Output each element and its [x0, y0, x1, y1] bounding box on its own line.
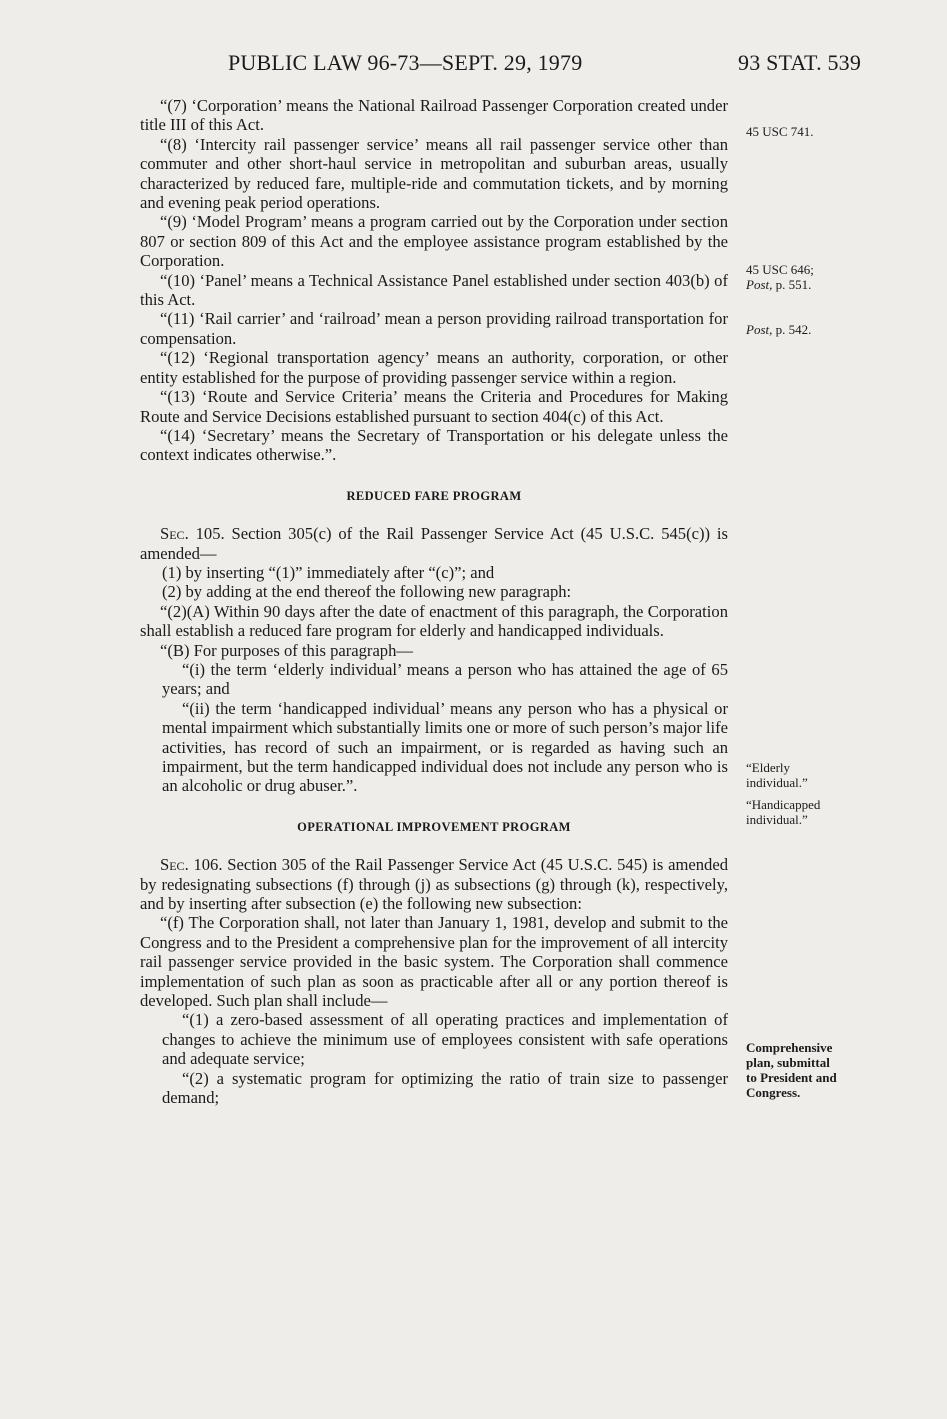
margin-note-line: 45 USC 646; [746, 262, 814, 277]
section-106-intro [140, 855, 728, 913]
definition-8: “(8) ‘Intercity rail passenger service’ means all rail passenger service other than commuter and other short-haul service in metropolitan and suburban areas, usually characterized by reduced fare, multiple-ride and commutation tickets, and by morning and evening peak period operations. [140, 134, 728, 213]
section-106-text: 106. Section 305 of the Rail Passenger Service Act (45 U.S.C. 545) is amended by redesignating subsections (f) through (j) as subsections (g) through (k), respectively, and by inserting after subsection (e) the following new subsection: [140, 855, 728, 914]
definition-9: “(9) ‘Model Program’ means a program carried out by the Corporation under section 807 or section 809 of this Act and the employee assistance program established by the Corporation. [140, 212, 728, 271]
definition-12: “(12) ‘Regional transportation agency’ means an authority, corporation, or other entity established for the purpose of providing passenger service within a region. [140, 348, 728, 387]
margin-note-45usc741: 45 USC 741. [746, 124, 814, 139]
margin-note-elderly-individual: “Elderly individual.” [746, 760, 808, 790]
section-105-clause-2: (2) by adding at the end thereof the following new paragraph: [162, 582, 572, 602]
definition-11: “(11) ‘Rail carrier’ and ‘railroad’ mean a person providing railroad transportation for compensation. [140, 309, 728, 348]
margin-note-line: Post, p. 551. [746, 277, 812, 292]
margin-note-comprehensive-plan: Comprehensive plan, submittal to President and Congress. [746, 1040, 837, 1100]
definition-10: “(10) ‘Panel’ means a Technical Assistance Panel established under section 403(b) of this Act. [140, 270, 728, 310]
section-label: Sec. [160, 524, 189, 544]
section-106-clause-1: “(1) a zero-based assessment of all operating practices and implementation of changes to achieve the minimum use of employees consistent with safe operations and adequate service; [162, 1010, 728, 1069]
section-heading-reduced-fare: REDUCED FARE PROGRAM [346, 488, 522, 503]
section-106-subsection-f: “(f) The Corporation shall, not later than January 1, 1981, develop and submit to the Congress and to the President a comprehensive plan for the improvement of all intercity rail passenger service provided in the basic system. The Corporation shall commence implementation of such plan as soon as practicable after all or any portion thereof is developed. Such plan shall include— [140, 913, 728, 1011]
margin-note-handicapped-individual: “Handicapped individual.” [746, 797, 821, 827]
section-105-paragraph-B: “(B) For purposes of this paragraph— [160, 640, 413, 660]
definition-14: “(14) ‘Secretary’ means the Secretary of Transportation or his delegate unless the context indicates otherwise.”. [140, 425, 728, 465]
definition-7: “(7) ‘Corporation’ means the National Railroad Passenger Corporation created under title III of this Act. [140, 96, 728, 135]
section-105-paragraph-2A: “(2)(A) Within 90 days after the date of enactment of this paragraph, the Corporation shall establish a reduced fare program for elderly and handicapped individuals. [140, 601, 728, 641]
section-105-clause-ii: “(ii) the term ‘handicapped individual’ means any person who has a physical or mental impairment which substantially limits one or more of such person’s major life activities, has record of such an impairment, or is regarded as having such an impairment, but the term handicapped individual does not include any person who is an alcoholic or drug abuser.”. [162, 698, 728, 796]
running-header-stat-page: 93 STAT. 539 [738, 50, 862, 75]
definition-13: “(13) ‘Route and Service Criteria’ means the Criteria and Procedures for Making Route and Service Decisions established pursuant to section 404(c) of this Act. [140, 387, 728, 426]
section-label: Sec. [160, 855, 189, 875]
main-text [140, 96, 728, 1108]
section-105-clause-1: (1) by inserting “(1)” immediately after “(c)”; and [162, 562, 495, 582]
margin-note-45usc646 [746, 262, 814, 292]
margin-note-post-542: Post, p. 542. [746, 322, 812, 337]
section-heading-operational-improvement: OPERATIONAL IMPROVEMENT PROGRAM [297, 819, 571, 834]
section-105-intro [140, 524, 728, 563]
section-105-clause-i: “(i) the term ‘elderly individual’ means a person who has attained the age of 65 years; and [162, 659, 728, 699]
section-105-text: 105. Section 305(c) of the Rail Passenger Service Act (45 U.S.C. 545(c)) is amended— [140, 524, 728, 563]
running-header-title: PUBLIC LAW 96-73—SEPT. 29, 1979 [228, 50, 583, 75]
section-106-clause-2: “(2) a systematic program for optimizing the ratio of train size to passenger demand; [162, 1068, 728, 1108]
